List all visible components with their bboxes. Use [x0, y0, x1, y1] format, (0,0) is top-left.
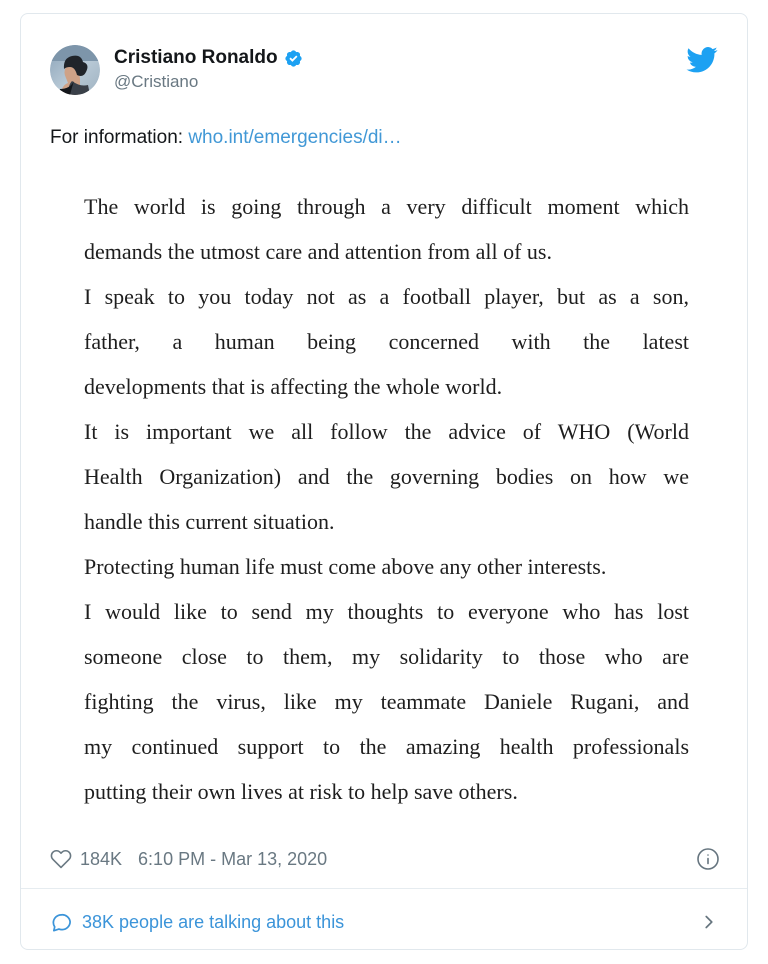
info-circle-icon[interactable]: [696, 847, 720, 871]
statement-line: Health Organization) and the governing bodies on how we: [84, 464, 689, 489]
like-count[interactable]: 184K: [80, 848, 123, 869]
statement-line: I speak to you today not as a football player, but as a son,: [84, 284, 689, 309]
statement-line: demands the utmost care and attention from all of us.: [84, 239, 552, 264]
heart-outline-icon[interactable]: [50, 848, 72, 870]
author-name[interactable]: [114, 47, 303, 69]
statement-line: It is important we all follow the advice of WHO (World: [84, 419, 689, 444]
statement-line: handle this current situation.: [84, 509, 335, 534]
statement-line: Protecting human life must come above any other interests.: [84, 554, 607, 579]
divider: [21, 888, 747, 889]
author-handle[interactable]: @Cristiano: [114, 72, 199, 91]
tweet-footer: [50, 846, 720, 872]
engagement-row[interactable]: [50, 907, 720, 937]
timestamp[interactable]: 6:10 PM - Mar 13, 2020: [138, 848, 328, 869]
engagement-text: 38K people are talking about this: [82, 911, 345, 932]
statement-line: putting their own lives at risk to help save others.: [84, 779, 518, 804]
author-name-text: Cristiano Ronaldo: [114, 47, 278, 68]
statement-line: fighting the virus, like my teammate Daniele Rugani, and: [84, 689, 689, 714]
tweet-text-prefix: For information:: [50, 127, 189, 148]
statement-text: [84, 184, 689, 814]
statement-line: I would like to send my thoughts to everyone who has lost: [84, 599, 689, 624]
statement-line: someone close to them, my solidarity to those who are: [84, 644, 689, 669]
twitter-bird-icon[interactable]: [686, 47, 718, 78]
speech-bubble-icon: [50, 911, 73, 934]
statement-line: The world is going through a very difficult moment which: [84, 194, 689, 219]
statement-line: father, a human being concerned with the latest: [84, 329, 689, 354]
chevron-right-icon: [698, 911, 720, 933]
statement-line: developments that is affecting the whole world.: [84, 374, 503, 399]
avatar-image: [50, 45, 100, 95]
tweet-card: [20, 13, 748, 950]
tweet-header: [50, 45, 718, 95]
statement-image[interactable]: [84, 184, 689, 814]
verified-badge-icon: [284, 49, 303, 68]
statement-line: my continued support to the amazing health professionals: [84, 734, 689, 759]
author-block: [114, 45, 303, 93]
tweet-link[interactable]: who.int/emergencies/di…: [188, 127, 402, 148]
avatar[interactable]: [50, 45, 100, 95]
tweet-text: [50, 126, 718, 150]
